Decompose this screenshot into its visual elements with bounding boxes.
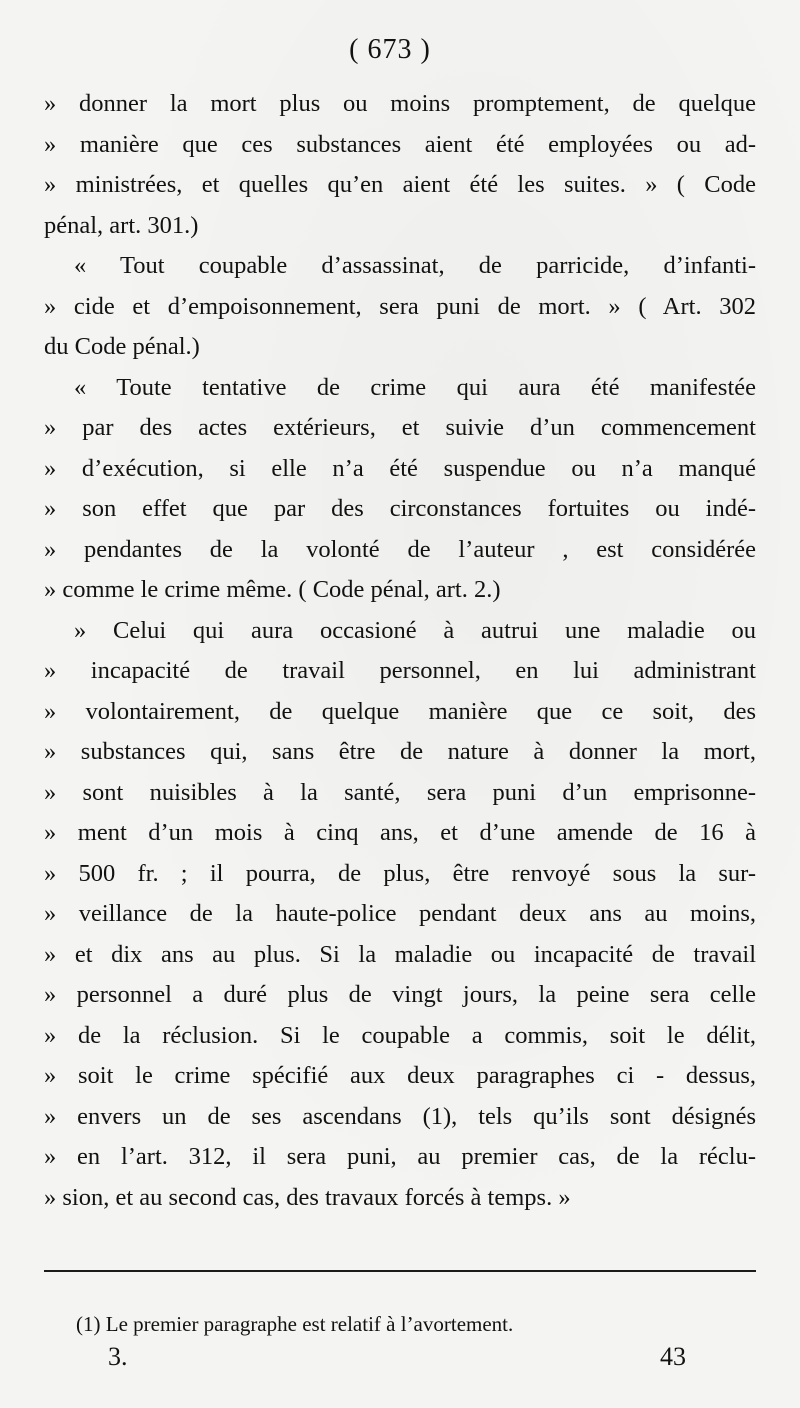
- text-line: du Code pénal.): [44, 333, 200, 360]
- text-line: » manière que ces substances aient été employées ou ad-: [44, 130, 756, 158]
- text-line: » ministrées, et quelles qu’en aient été les suites. » ( Code: [44, 171, 756, 198]
- text-line: « Tout coupable d’assassinat, de parricide, d’infanti-: [74, 252, 756, 279]
- text-line: » donner la mort plus ou moins promptement, de quelque: [44, 90, 756, 117]
- footnote: (1) Le premier paragraphe est relatif à l’avortement.: [76, 1312, 514, 1336]
- body-text: [44, 84, 756, 1218]
- text-line: » volontairement, de quelque manière que ce soit, des: [44, 697, 756, 725]
- text-line: » envers un de ses ascendans (1), tels qu’ils sont désignés: [44, 1102, 756, 1130]
- text-line: » et dix ans au plus. Si la maladie ou incapacité de travail: [44, 940, 756, 968]
- text-line: » en l’art. 312, il sera puni, au premier cas, de la réclu-: [44, 1143, 756, 1170]
- text-line: » son effet que par des circonstances fortuites ou indé-: [44, 495, 756, 522]
- text-line: » soit le crime spécifié aux deux paragraphes ci - dessus,: [44, 1062, 756, 1089]
- catchword: 43: [660, 1342, 686, 1371]
- text-line: » pendantes de la volonté de l’auteur , est considérée: [44, 535, 756, 563]
- footnote-divider: [44, 1270, 756, 1272]
- signature-mark: 3.: [108, 1342, 128, 1371]
- text-line: » d’exécution, si elle n’a été suspendue ou n’a manqué: [44, 454, 756, 482]
- text-line: » sont nuisibles à la santé, sera puni d’un emprisonne-: [44, 778, 756, 806]
- text-line: » de la réclusion. Si le coupable a commis, soit le délit,: [44, 1021, 756, 1049]
- text-line: » cide et d’empoisonnement, sera puni de mort. » ( Art. 302: [44, 292, 756, 320]
- text-line: » incapacité de travail personnel, en lui administrant: [44, 657, 756, 684]
- text-line: » sion, et au second cas, des travaux forcés à temps. »: [44, 1183, 571, 1211]
- text-line: » Celui qui aura occasioné à autrui une maladie ou: [74, 616, 756, 644]
- text-line: » ment d’un mois à cinq ans, et d’une amende de 16 à: [44, 819, 756, 846]
- page-number: ( 673 ): [349, 34, 431, 65]
- text-line: pénal, art. 301.): [44, 211, 199, 239]
- text-line: » par des actes extérieurs, et suivie d’un commencement: [44, 414, 756, 441]
- text-line: » personnel a duré plus de vingt jours, la peine sera celle: [44, 981, 756, 1008]
- text-line: » comme le crime même. ( Code pénal, art. 2.): [44, 576, 501, 603]
- text-line: » 500 fr. ; il pourra, de plus, être renvoyé sous la sur-: [44, 859, 756, 887]
- text-line: « Toute tentative de crime qui aura été manifestée: [74, 373, 756, 401]
- text-line: » substances qui, sans être de nature à donner la mort,: [44, 738, 756, 765]
- text-line: » veillance de la haute-police pendant deux ans au moins,: [44, 900, 756, 927]
